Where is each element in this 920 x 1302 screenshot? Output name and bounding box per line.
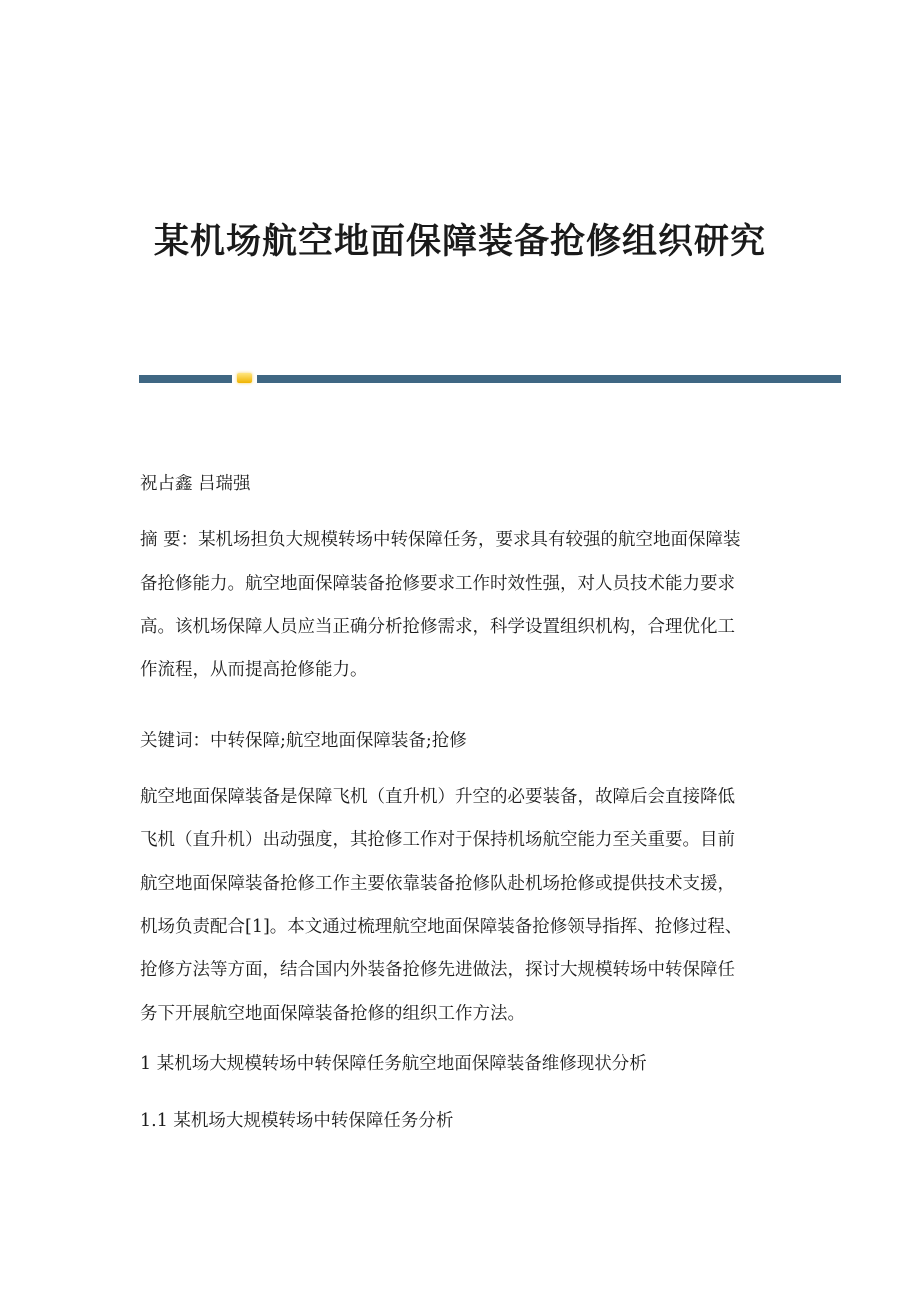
abstract-line: 作流程，从而提高抢修能力。 — [140, 660, 368, 680]
document-title: 某机场航空地面保障装备抢修组织研究 — [153, 221, 766, 262]
keywords: 关键词：中转保障;航空地面保障装备;抢修 — [140, 731, 467, 751]
body-line: 飞机（直升机）出动强度，其抢修工作对于保持机场航空能力至关重要。目前 — [140, 830, 735, 850]
divider-right — [257, 375, 841, 383]
body-line: 务下开展航空地面保障装备抢修的组织工作方法。 — [140, 1004, 525, 1024]
body-line: 航空地面保障装备是保障飞机（直升机）升空的必要装备，故障后会直接降低 — [140, 787, 735, 807]
subsection-heading: 1.1 某机场大规模转场中转保障任务分析 — [140, 1111, 454, 1131]
body-line: 机场负责配合[1]。本文通过梳理航空地面保障装备抢修领导指挥、抢修过程、 — [140, 917, 743, 937]
abstract-line: 摘 要：某机场担负大规模转场中转保障任务，要求具有较强的航空地面保障装 — [140, 530, 741, 550]
section-heading: 1 某机场大规模转场中转保障任务航空地面保障装备维修现状分析 — [140, 1054, 647, 1074]
divider-ornament-icon — [237, 373, 252, 383]
body-line: 航空地面保障装备抢修工作主要依靠装备抢修队赴机场抢修或提供技术支援， — [140, 874, 735, 894]
abstract-line: 备抢修能力。航空地面保障装备抢修要求工作时效性强，对人员技术能力要求 — [140, 574, 735, 594]
authors: 祝占鑫 吕瑞强 — [140, 474, 251, 494]
body-line: 抢修方法等方面，结合国内外装备抢修先进做法，探讨大规模转场中转保障任 — [140, 960, 735, 980]
abstract-line: 高。该机场保障人员应当正确分析抢修需求，科学设置组织机构，合理优化工 — [140, 617, 735, 637]
divider-left — [139, 375, 232, 383]
